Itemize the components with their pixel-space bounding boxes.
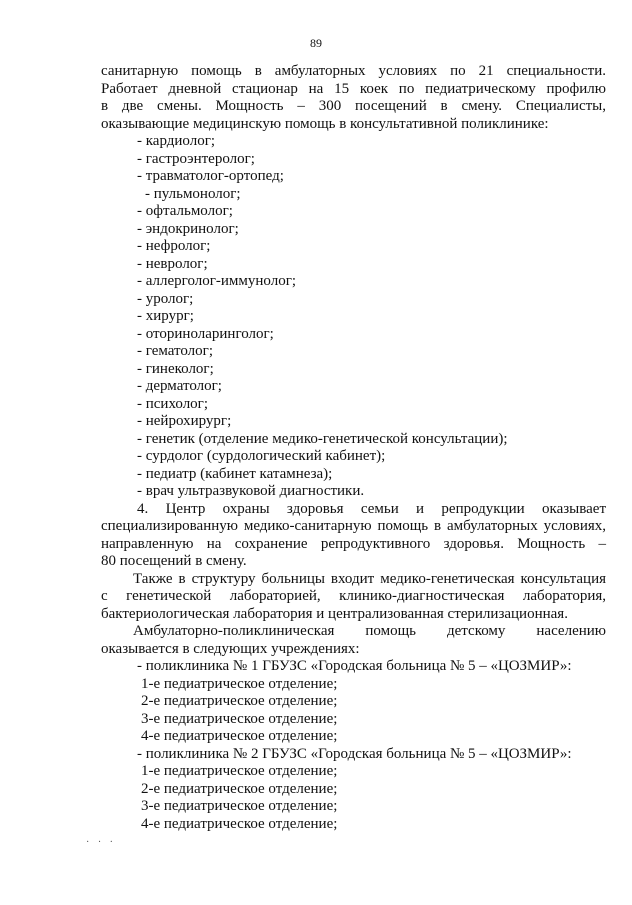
intro-line: в две смены. Мощность – 300 посещений в смену. Специалисты,	[101, 98, 606, 114]
department-item: 1-е педиатрическое отделение;	[141, 763, 338, 779]
list-item: - гематолог;	[137, 343, 213, 359]
clinic-heading: - поликлиника № 1 ГБУЗС «Городская больница № 5 – «ЦОЗМИР»:	[137, 658, 572, 674]
department-item: 1-е педиатрическое отделение;	[141, 675, 338, 692]
paragraph-line: направленную на сохранение репродуктивного здоровья. Мощность –	[101, 535, 606, 552]
paragraph-line: 4. Центр охраны здоровья семьи и репродукции оказывает	[137, 500, 606, 517]
paragraph-line: 80 посещений в смену.	[101, 553, 247, 569]
list-item: - эндокринолог;	[137, 220, 239, 237]
paragraph-line: с генетической лабораторией, клинико-диагностическая лаборатория,	[101, 588, 606, 604]
list-item: - хирург;	[137, 308, 194, 324]
list-item: - офтальмолог;	[137, 203, 233, 219]
department-item: 4-е педиатрическое отделение;	[141, 815, 338, 832]
list-item: - дерматолог;	[137, 378, 222, 394]
list-item: - гастроэнтеролог;	[137, 150, 255, 167]
clinic-heading: - поликлиника № 2 ГБУЗС «Городская больница № 5 – «ЦОЗМИР»:	[137, 745, 572, 762]
list-item: - сурдолог (сурдологический кабинет);	[137, 448, 386, 464]
list-item: - оториноларинголог;	[137, 325, 274, 342]
paragraph-line: бактериологическая лаборатория и централизованная стерилизационная.	[101, 605, 568, 622]
list-item: - психолог;	[137, 395, 208, 412]
intro-line: оказывающие медицинскую помощь в консультативной поликлинике:	[101, 115, 549, 132]
list-item: - невролог;	[137, 255, 208, 272]
department-item: 2-е педиатрическое отделение;	[141, 693, 338, 709]
list-item: - врач ультразвуковой диагностики.	[137, 483, 365, 499]
list-item: - нейрохирург;	[137, 413, 232, 429]
department-item: 2-е педиатрическое отделение;	[141, 780, 338, 797]
page-number: 89	[310, 36, 322, 50]
list-item: - гинеколог;	[137, 360, 214, 377]
list-item: - пульмонолог;	[145, 185, 241, 202]
department-item: 4-е педиатрическое отделение;	[141, 728, 338, 744]
paragraph-line: специализированную медико-санитарную помощь в амбулаторных условиях,	[101, 518, 606, 534]
list-item: - нефролог;	[137, 238, 211, 254]
intro-line: санитарную помощь в амбулаторных условиях по 21 специальности.	[101, 63, 606, 79]
list-item: - уролог;	[137, 290, 194, 307]
paragraph-line: Амбулаторно-поликлиническая помощь детскому населению	[133, 623, 606, 639]
paragraph-line: Также в структуру больницы входит медико-генетическая консультация	[133, 570, 606, 587]
list-item: - генетик (отделение медико-генетической консультации);	[137, 430, 508, 447]
department-item: 3-е педиатрическое отделение;	[141, 798, 338, 814]
list-item: - травматолог-ортопед;	[137, 168, 284, 184]
list-item: - педиатр (кабинет катамнеза);	[137, 465, 333, 482]
list-item: - аллерголог-иммунолог;	[137, 273, 297, 289]
intro-line: Работает дневной стационар на 15 коек по педиатрическому профилю	[101, 80, 606, 97]
scan-specks: · · ·	[86, 837, 116, 848]
list-item: - кардиолог;	[137, 133, 216, 149]
department-item: 3-е педиатрическое отделение;	[141, 710, 338, 727]
paragraph-line: оказывается в следующих учреждениях:	[101, 640, 360, 657]
